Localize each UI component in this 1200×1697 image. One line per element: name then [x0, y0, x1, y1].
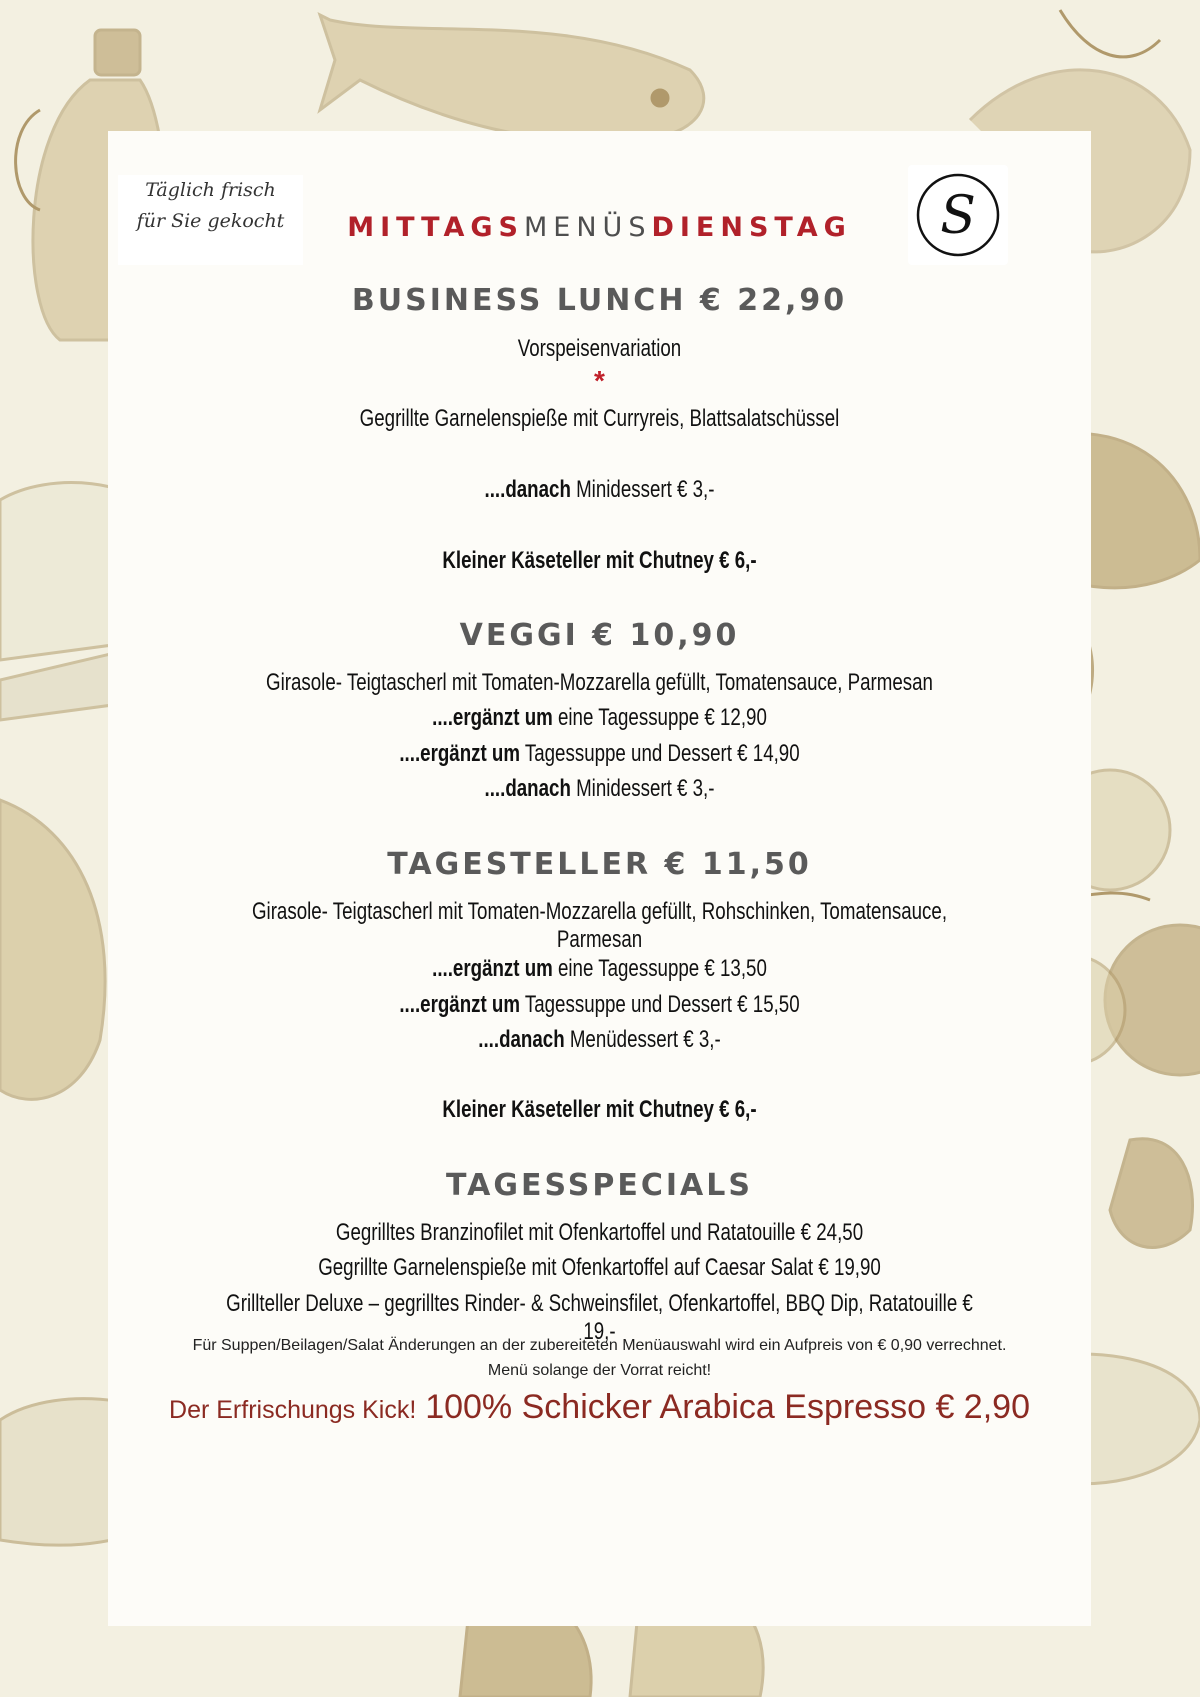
business-dessert [216, 476, 983, 504]
veggi-addon-1 [216, 704, 983, 732]
tagline-line-1: Täglich frisch [145, 179, 276, 201]
specials-item-1: Gegrilltes Branzinofilet mit Ofenkartoffel und Ratatouille € 24,50 [335, 1219, 864, 1246]
veggi-addon-3-prefix: ....danach [484, 775, 571, 802]
note-stock: Menü solange der Vorrat reicht! [487, 1362, 712, 1379]
business-heading: BUSINESS LUNCH € 22,90 [351, 283, 848, 318]
tagesteller-addon-1 [216, 955, 983, 983]
tagesteller-addon-2-text: Tagessuppe und Dessert € 15,50 [520, 991, 800, 1018]
business-cheese: Kleiner Käseteller mit Chutney € 6,- [442, 547, 757, 574]
business-starter: Vorspeisenvariation [517, 335, 682, 362]
tagesteller-addon-1-text: eine Tagessuppe € 13,50 [552, 955, 767, 982]
business-dessert-text: Minidessert € 3,- [570, 476, 715, 503]
title-part-1: MITTAGS [347, 212, 524, 243]
veggi-addon-2 [216, 740, 983, 768]
business-separator: * [594, 365, 605, 396]
business-dessert-prefix: ....danach [484, 476, 571, 503]
specials-heading: TAGESSPECIALS [446, 1168, 753, 1203]
promo-text: 100% Schicker Arabica Espresso € 2,90 [425, 1388, 1030, 1426]
promo-lead: Der Erfrischungs Kick! [169, 1396, 417, 1424]
veggi-addon-1-prefix: ....ergänzt um [432, 704, 553, 731]
shrimp-left-icon [0, 800, 105, 1099]
veggi-main: Girasole- Teigtascherl mit Tomaten-Mozzarella gefüllt, Tomatensauce, Parmesan [266, 669, 933, 696]
veggi-addon-1-text: eine Tagessuppe € 12,90 [552, 704, 767, 731]
business-main: Gegrillte Garnelenspieße mit Curryreis, Blattsalatschüssel [359, 405, 840, 432]
tagesteller-cheese: Kleiner Käseteller mit Chutney € 6,- [442, 1096, 757, 1123]
veggi-heading: VEGGI € 10,90 [459, 618, 740, 653]
specials-item-2: Gegrillte Garnelenspieße mit Ofenkartoffel auf Caesar Salat € 19,90 [318, 1254, 881, 1281]
tagesteller-addon-3-prefix: ....danach [478, 1026, 565, 1053]
tagesteller-addon-3 [216, 1026, 983, 1054]
veggi-addon-2-text: Tagessuppe und Dessert € 14,90 [520, 740, 800, 767]
tagesteller-main: Girasole- Teigtascherl mit Tomaten-Mozzarella gefüllt, Rohschinken, Tomatensauce, Parmesan [251, 898, 948, 953]
fish-icon [320, 15, 704, 142]
tagesteller-addon-2 [216, 991, 983, 1019]
page-title [108, 212, 1091, 243]
veggi-addon-3 [216, 775, 983, 803]
title-part-2: MENÜS [524, 212, 652, 243]
specials-item-3: Grillteller Deluxe – gegrilltes Rinder- & Schweinsfilet, Ofenkartoffel, BBQ Dip, Ratatouille € 19,- [226, 1290, 973, 1345]
tagesteller-addon-2-prefix: ....ergänzt um [399, 991, 521, 1018]
promo-line [108, 1388, 1091, 1427]
tagline-line-2: für Sie gekocht [136, 210, 285, 232]
tagesteller-addon-3-text: Menüdessert € 3,- [564, 1026, 721, 1053]
logo-letter: S [940, 186, 976, 246]
veggi-addon-2-prefix: ....ergänzt um [399, 740, 521, 767]
tagesteller-heading: TAGESTELLER € 11,50 [387, 847, 812, 882]
note-surcharge: Für Suppen/Beilagen/Salat Änderungen an der zubereiteten Menüauswahl wird ein Aufpreis von € 0,90 verrechnet. [192, 1337, 1007, 1354]
garlic-icon [1110, 1139, 1193, 1248]
veggi-addon-3-text: Minidessert € 3,- [570, 775, 715, 802]
title-part-3: DIENSTAG [651, 212, 852, 243]
tagesteller-addon-1-prefix: ....ergänzt um [432, 955, 553, 982]
